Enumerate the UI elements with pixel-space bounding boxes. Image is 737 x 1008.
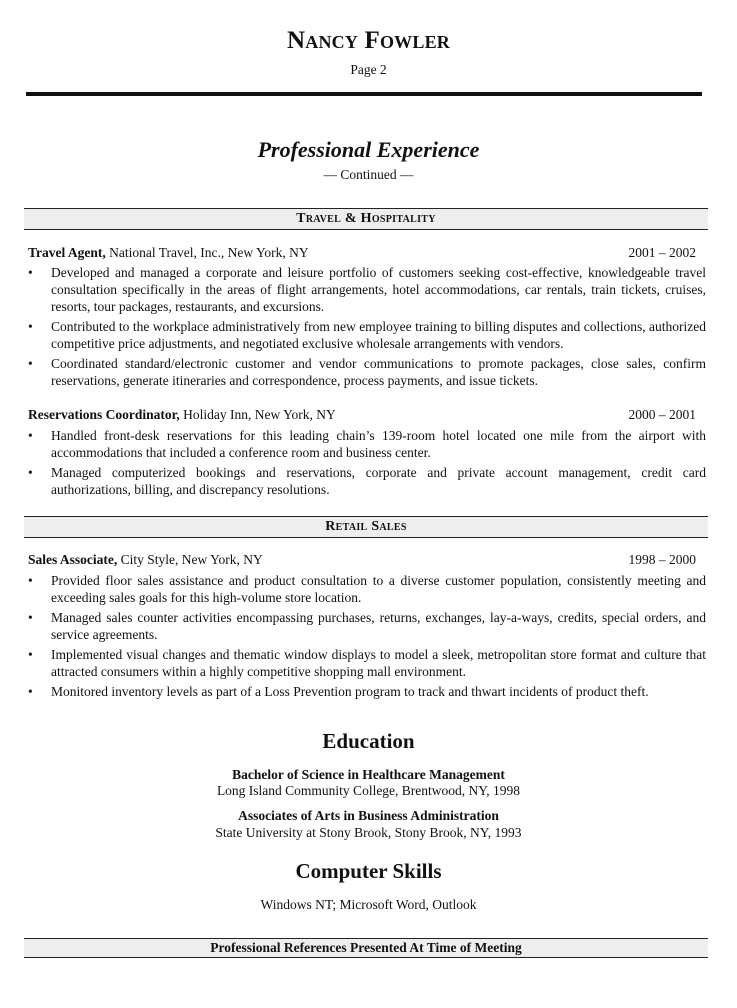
job-dates: 2001 – 2002	[628, 245, 696, 260]
degree-2: Associates of Arts in Business Administration	[238, 808, 499, 823]
job-dates: 2000 – 2001	[628, 407, 696, 422]
references-note: Professional References Presented At Time of Meeting	[24, 938, 708, 958]
job-employer: City Style, New York, NY	[117, 552, 263, 567]
list-item: • Managed sales counter activities encompassing purchases, returns, exchanges, lay-a-ways, credits, special orders, and service agreements.	[26, 609, 706, 643]
job-dates: 1998 – 2000	[628, 552, 696, 567]
job-title: Travel Agent,	[28, 245, 106, 260]
experience-title: Professional Experience	[257, 137, 480, 162]
job-employer: Holiday Inn, New York, NY	[179, 407, 336, 422]
job-header-reservations	[28, 406, 702, 423]
school-2: State University at Stony Brook, Stony Brook, NY, 1993	[215, 825, 522, 840]
list-item: • Developed and managed a corporate and leisure portfolio of customers seeking cost-effective, knowledgeable travel consultation specifically in the areas of flight arrangements, hotel accommodations, car rentals, train tickets, cruises, resorts, tour packages, restaurants, and excursions.	[26, 264, 706, 315]
list-item: • Managed computerized bookings and reservations, corporate and private account management, credit card authorizations, billing, and discrepancy resolutions.	[26, 464, 706, 498]
list-item: • Coordinated standard/electronic customer and vendor communications to promote packages, close sales, confirm reservations, generate itineraries and correspondence, process payments, and issue tickets.	[26, 355, 706, 389]
list-item: • Contributed to the workplace administratively from new employee training to billing disputes and collections, authorized competitive price adjustments, and negotiated exclusive wholesale arrangements with vendors.	[26, 318, 706, 352]
list-item: • Monitored inventory levels as part of a Loss Prevention program to track and thwart incidents of product theft.	[26, 683, 706, 700]
skills-title: Computer Skills	[295, 859, 442, 883]
candidate-name: Nancy Fowler	[287, 27, 450, 54]
job-header-sales-associate	[28, 551, 702, 568]
job-bullets-travel-agent	[26, 264, 706, 392]
page-number: Page 2	[350, 62, 387, 77]
job-employer: National Travel, Inc., New York, NY	[105, 245, 309, 260]
job-title: Reservations Coordinator,	[28, 407, 180, 422]
education-title: Education	[322, 729, 415, 753]
job-bullets-reservations	[26, 427, 706, 501]
list-item: • Implemented visual changes and thematic window displays to model a sleek, metropolitan store format and culture that attracted consumers within a highly competitive shopping mall environment.	[26, 646, 706, 680]
experience-subtitle: — Continued —	[323, 167, 414, 182]
header-rule	[26, 92, 702, 96]
job-header-travel-agent	[28, 244, 702, 261]
list-item: • Provided floor sales assistance and product consultation to a diverse customer population, consistently meeting and exceeding sales goals for this high-volume store location.	[26, 572, 706, 606]
skills-list: Windows NT; Microsoft Word, Outlook	[260, 897, 477, 912]
section-heading-travel: Travel & Hospitality	[24, 208, 708, 230]
job-bullets-sales-associate	[26, 572, 706, 703]
school-1: Long Island Community College, Brentwood, NY, 1998	[216, 783, 521, 798]
job-title: Sales Associate,	[28, 552, 118, 567]
section-heading-retail: Retail Sales	[24, 516, 708, 538]
degree-1: Bachelor of Science in Healthcare Management	[232, 767, 505, 782]
list-item: • Handled front-desk reservations for this leading chain’s 139-room hotel located one mile from the airport with accommodations that included a conference room and business center.	[26, 427, 706, 461]
